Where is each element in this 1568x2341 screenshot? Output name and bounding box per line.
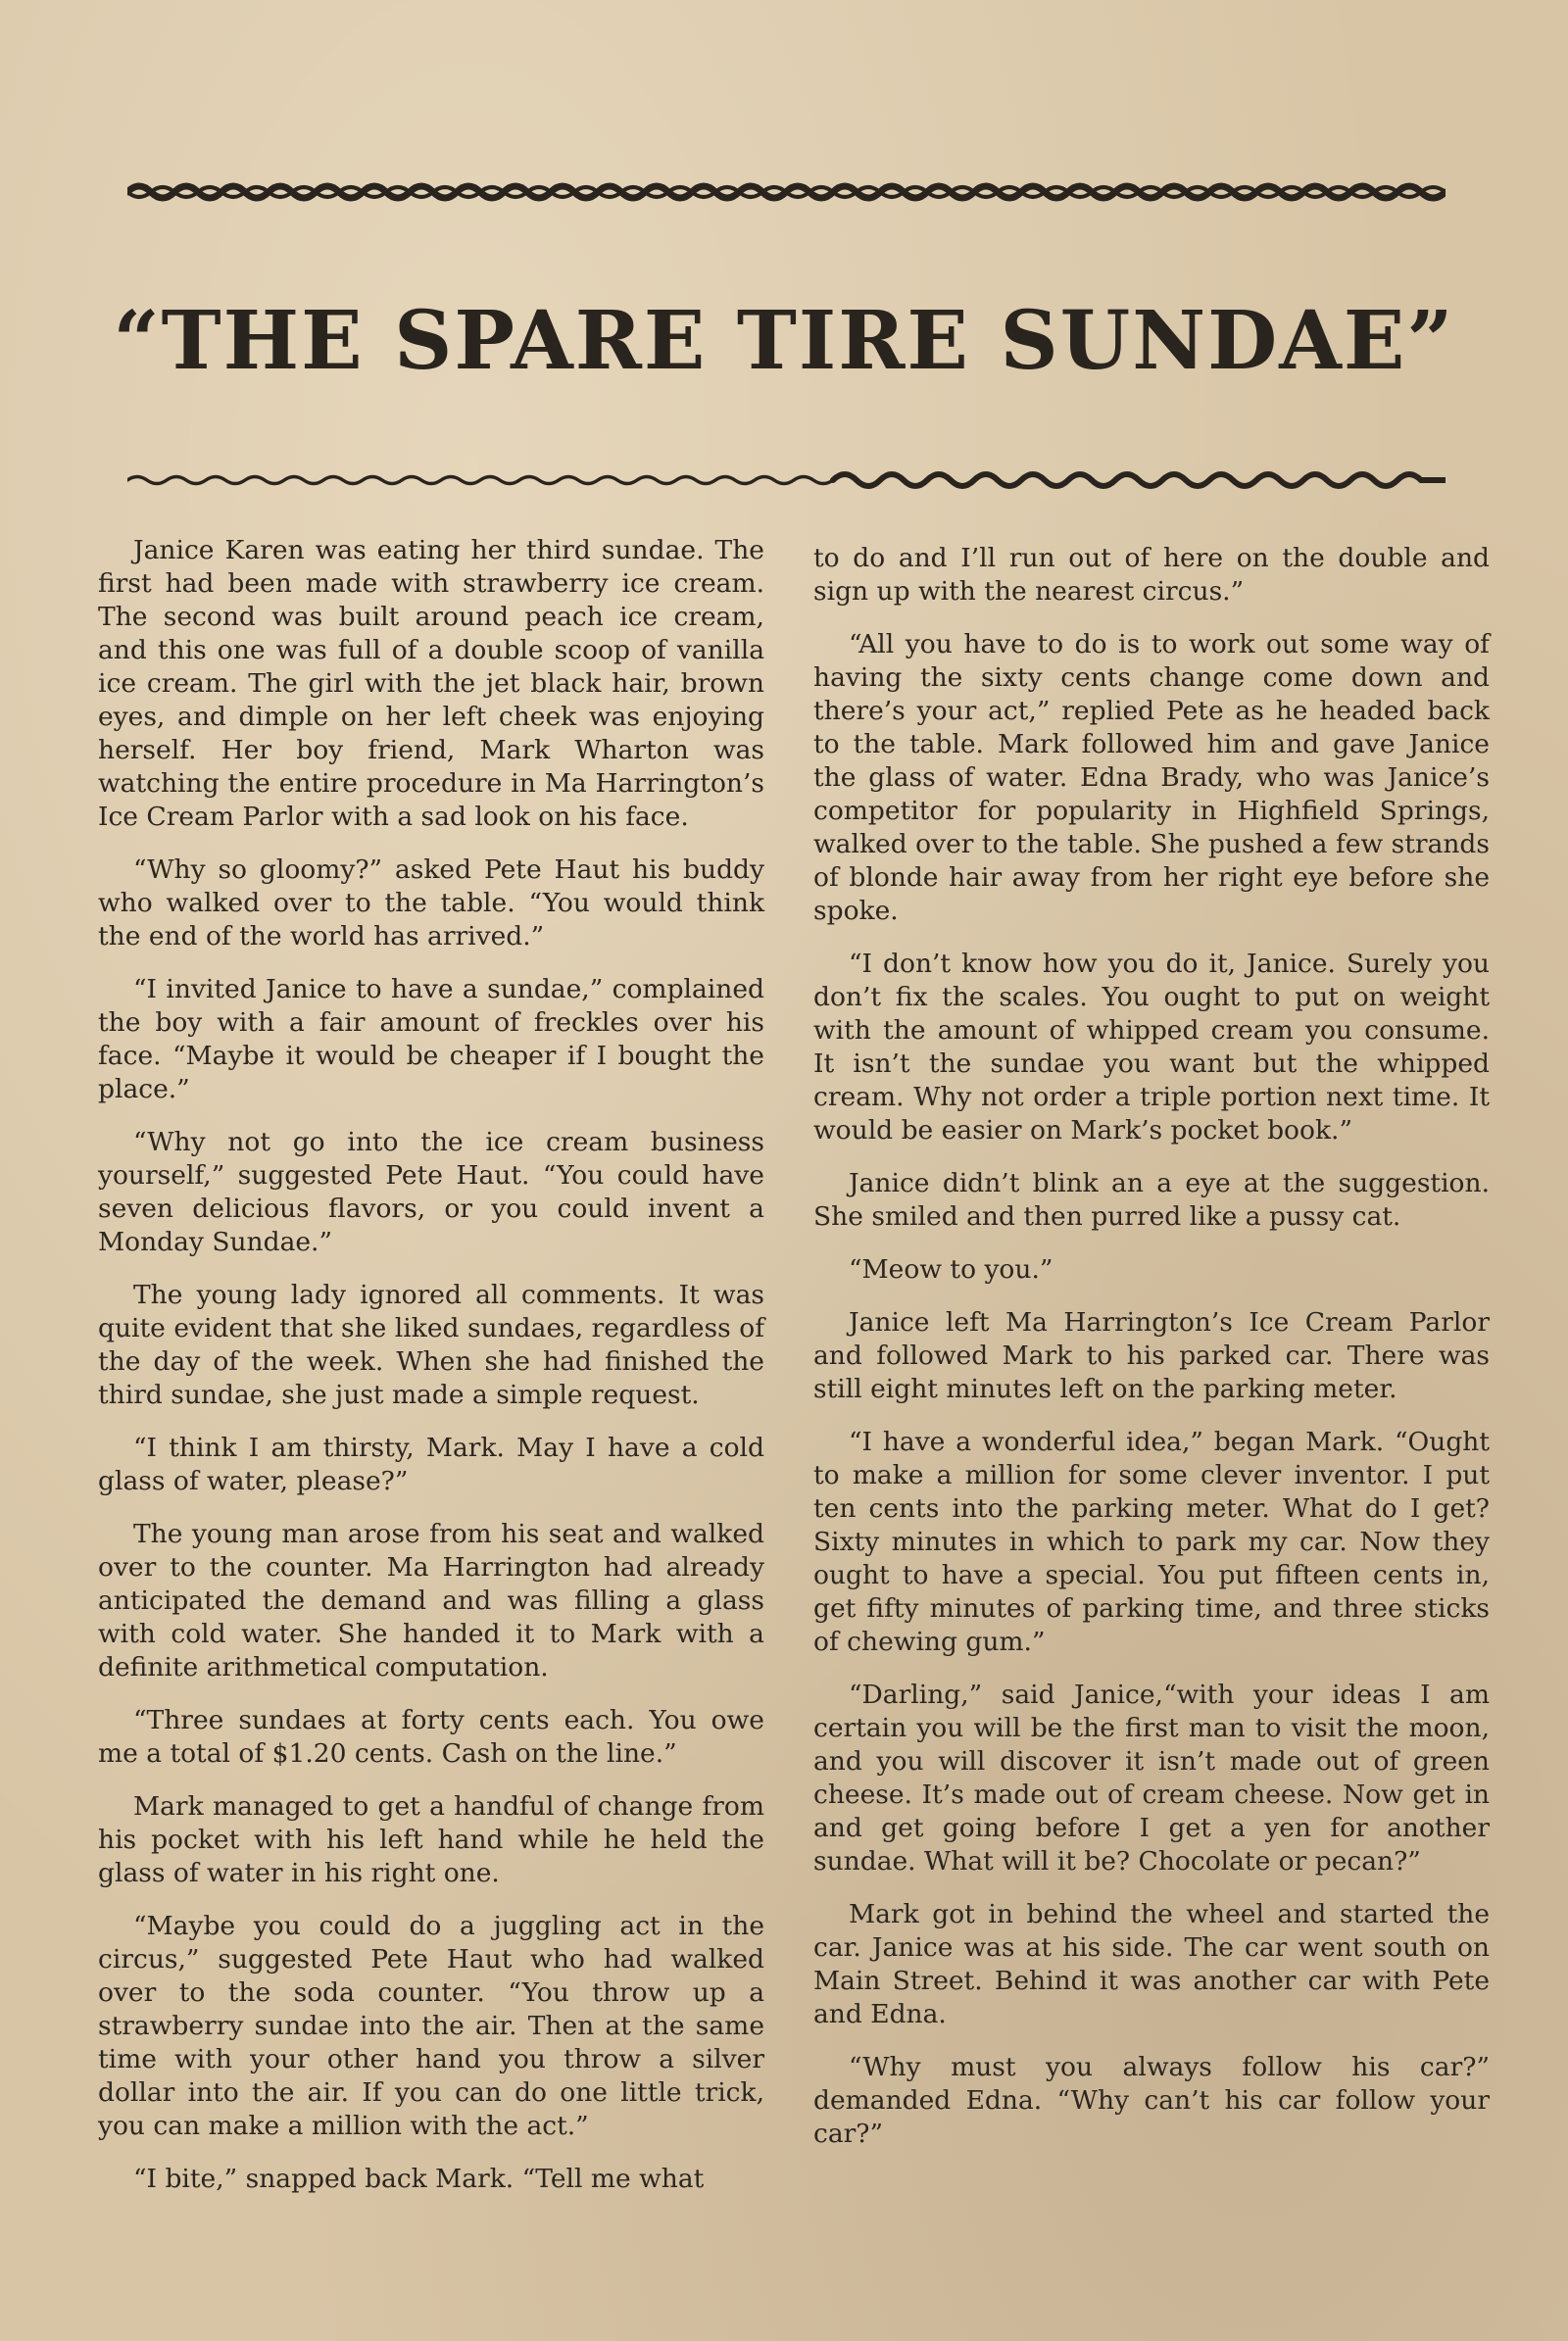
paragraph: “I invited Janice to have a sundae,” complained the boy with a fair amount of freckles over his face. “Maybe it would be cheaper if I bought the place.” — [98, 974, 764, 1104]
story-title: “THE SPARE TIRE SUNDAE” — [113, 294, 1455, 388]
paragraph: “Meow to you.” — [849, 1254, 1054, 1285]
paragraph: to do and I’ll run out of here on the double and sign up with the nearest circus.” — [813, 543, 1490, 607]
paragraph: Mark got in behind the wheel and started the car. Janice was at his side. The car went south on Main Street. Behind it was another car with Pete and Edna. — [813, 1899, 1490, 2029]
paragraph: Janice Karen was eating her third sundae. The first had been made with strawberry ice cream. The second was built around peach ice cream, and this one was full of a double scoop of vanilla ice cream. The girl with the jet black hair, brown eyes, and dimple on her left cheek was enjoying herself. Her boy friend, Mark Wharton was watching the entire procedure in Ma Harrington’s Ice Cream Parlor with a sad look on his face. — [98, 535, 764, 832]
paragraph: Janice didn’t blink an a eye at the suggestion. She smiled and then purred like a pussy cat. — [813, 1168, 1490, 1232]
paragraph: Mark managed to get a handful of change from his pocket with his left hand while he held the glass of water in his right one. — [98, 1791, 764, 1888]
paragraph: The young man arose from his seat and walked over to the counter. Ma Harrington had already anticipated the demand and was filling a glass with cold water. She handed it to Mark with a definite arithmetical computation. — [98, 1519, 764, 1683]
paragraph: “Why so gloomy?” asked Pete Haut his buddy who walked over to the table. “You would think the end of the world has arrived.” — [98, 854, 764, 951]
ornament-rule-bottom — [127, 461, 1446, 500]
paragraph: “Maybe you could do a juggling act in the circus,” suggested Pete Haut who had walked over to the soda counter. “You throw up a strawberry sundae into the air. Then at the same time with your other hand you throw a silver dollar into the air. If you can do one little trick, you can make a million with the act.” — [98, 1911, 764, 2141]
story-column-left — [98, 534, 764, 2216]
paragraph: “I think I am thirsty, Mark. May I have a cold glass of water, please?” — [98, 1433, 764, 1496]
paragraph: “Why not go into the ice cream business yourself,” suggested Pete Haut. “You could have seven delicious flavors, or you could invent a Monday Sundae.” — [98, 1127, 764, 1257]
paragraph: “Three sundaes at forty cents each. You owe me a total of $1.20 cents. Cash on the line.” — [98, 1705, 764, 1769]
story-column-right — [813, 542, 1490, 2170]
paragraph: The young lady ignored all comments. It was quite evident that she liked sundaes, regardless of the day of the week. When she had finished the third sundae, she just made a simple request. — [98, 1280, 764, 1410]
paragraph: “Why must you always follow his car?” demanded Edna. “Why can’t his car follow your car?” — [813, 2052, 1490, 2149]
paragraph: “Darling,” said Janice,“with your ideas I am certain you will be the first man to visit the moon, and you will discover it isn’t made out of green cheese. It’s made out of cream cheese. Now get in and get going before I get a yen for another sundae. What will it be? Chocolate or pecan?” — [813, 1680, 1490, 1877]
paragraph: Janice left Ma Harrington’s Ice Cream Parlor and followed Mark to his parked car. There was still eight minutes left on the parking meter. — [813, 1307, 1490, 1404]
paragraph: “I don’t know how you do it, Janice. Surely you don’t fix the scales. You ought to put on weight with the amount of whipped cream you consume. It isn’t the sundae you want but the whipped cream. Why not order a triple portion next time. It would be easier on Mark’s pocket book.” — [813, 949, 1490, 1146]
paragraph: “All you have to do is to work out some way of having the sixty cents change come down and there’s your act,” replied Pete as he headed back to the table. Mark followed him and gave Janice the glass of water. Edna Brady, who was Janice’s competitor for popularity in Highfield Springs, walked over to the table. She pushed a few strands of blonde hair away from her right eye before she spoke. — [813, 629, 1490, 926]
paragraph: “I bite,” snapped back Mark. “Tell me what — [133, 2164, 705, 2194]
paragraph: “I have a wonderful idea,” began Mark. “Ought to make a million for some clever inventor. I put ten cents into the parking meter. What do I get? Sixty minutes in which to park my car. Now they ought to have a special. You put fifteen cents in, get fifty minutes of parking time, and three sticks of chewing gum.” — [813, 1427, 1490, 1657]
ornament-rule-top — [127, 172, 1446, 212]
